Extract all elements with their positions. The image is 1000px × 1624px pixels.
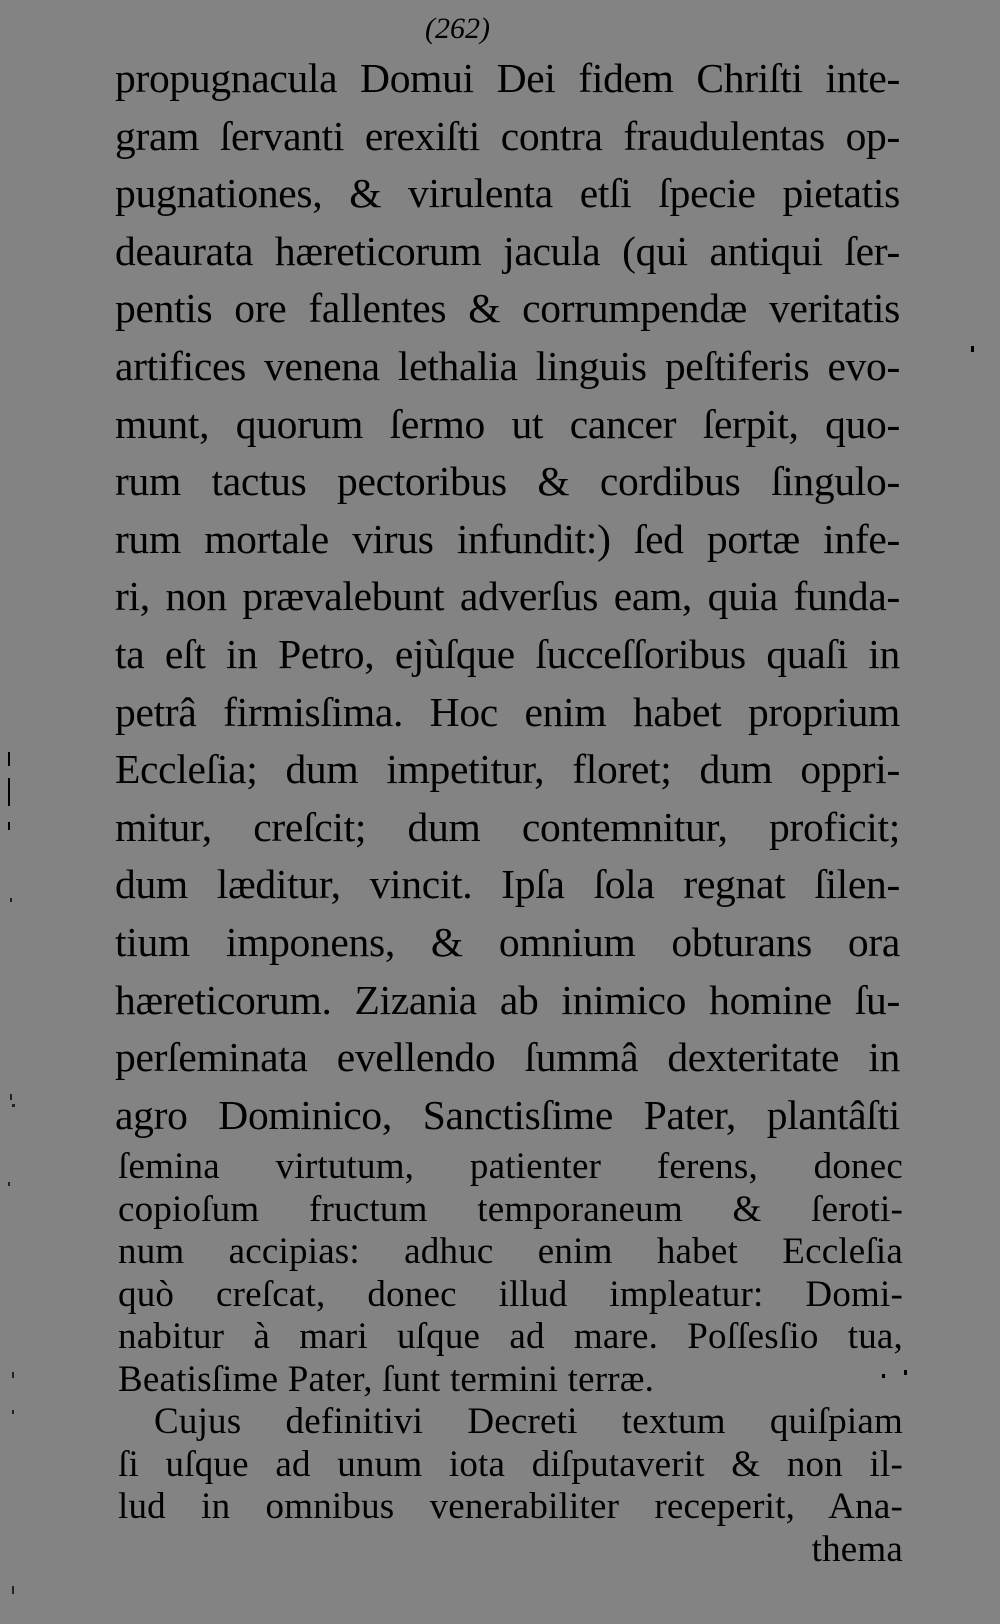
text-line: artifices venena lethalia linguis peſtiferis evo- — [115, 342, 900, 389]
text-line: Beatisſime Pater, ſunt termini terræ. — [118, 1358, 655, 1400]
text-line: copioſum fructum temporaneum & ſeroti- — [118, 1188, 903, 1230]
text-line: ta eſt in Petro, ejùſque ſucceſſoribus quaſi in — [115, 630, 900, 677]
text-block-lower — [118, 1146, 903, 1571]
text-line: pentis ore fallentes & corrumpendæ veritatis — [115, 285, 900, 332]
text-line: tium imponens, & omnium obturans ora — [115, 918, 900, 965]
text-line: quò creſcat, donec illud impleatur: Domi- — [118, 1273, 903, 1315]
text-line: Eccleſia; dum impetitur, floret; dum oppri- — [115, 746, 900, 793]
text-line: deaurata hæreticorum jacula (qui antiqui ſer- — [115, 227, 900, 274]
text-line: agro Dominico, Sanctisſime Pater, plantâſti — [115, 1091, 900, 1138]
text-line: num accipias: adhuc enim habet Eccleſia — [118, 1231, 903, 1272]
text-line: lud in omnibus venerabiliter receperit, Ana- — [118, 1486, 903, 1527]
text-line: dum læditur, vincit. Ipſa ſola regnat ſilen- — [115, 861, 900, 908]
paragraph-start-line: Cujus definitivi Decreti textum quiſpiam — [154, 1401, 903, 1442]
text-line: pugnationes, & virulenta etſi ſpecie pietatis — [115, 170, 900, 217]
text-line: perſeminata evellendo ſummâ dexteritate in — [115, 1034, 900, 1081]
text-line: mitur, creſcit; dum contemnitur, proficit; — [115, 803, 900, 850]
text-line: propugnacula Domui Dei fidem Chriſti inte- — [115, 55, 900, 101]
text-block-upper — [115, 50, 900, 1144]
text-line: petrâ firmisſima. Hoc enim habet proprium — [115, 688, 900, 735]
text-line: ſemina virtutum, patienter ferens, donec — [118, 1146, 903, 1187]
catchword: thema — [811, 1528, 903, 1570]
text-line: hæreticorum. Zizania ab inimico homine ſu- — [115, 976, 900, 1023]
text-line: rum mortale virus infundit:) ſed portæ infe- — [115, 515, 900, 562]
text-line: nabitur à mari uſque ad mare. Poſſesſio tua, — [118, 1316, 903, 1357]
text-line: ſi uſque ad unum iota diſputaverit & non il- — [118, 1443, 903, 1485]
text-line: rum tactus pectoribus & cordibus ſingulo- — [115, 458, 900, 505]
text-line: gram ſervanti erexiſti contra fraudulentas op- — [115, 112, 900, 159]
text-line: munt, quorum ſermo ut cancer ſerpit, quo- — [115, 400, 900, 447]
text-line: ri, non prævalebunt adverſus eam, quia funda- — [115, 573, 900, 620]
page-number: (262) — [425, 12, 490, 45]
